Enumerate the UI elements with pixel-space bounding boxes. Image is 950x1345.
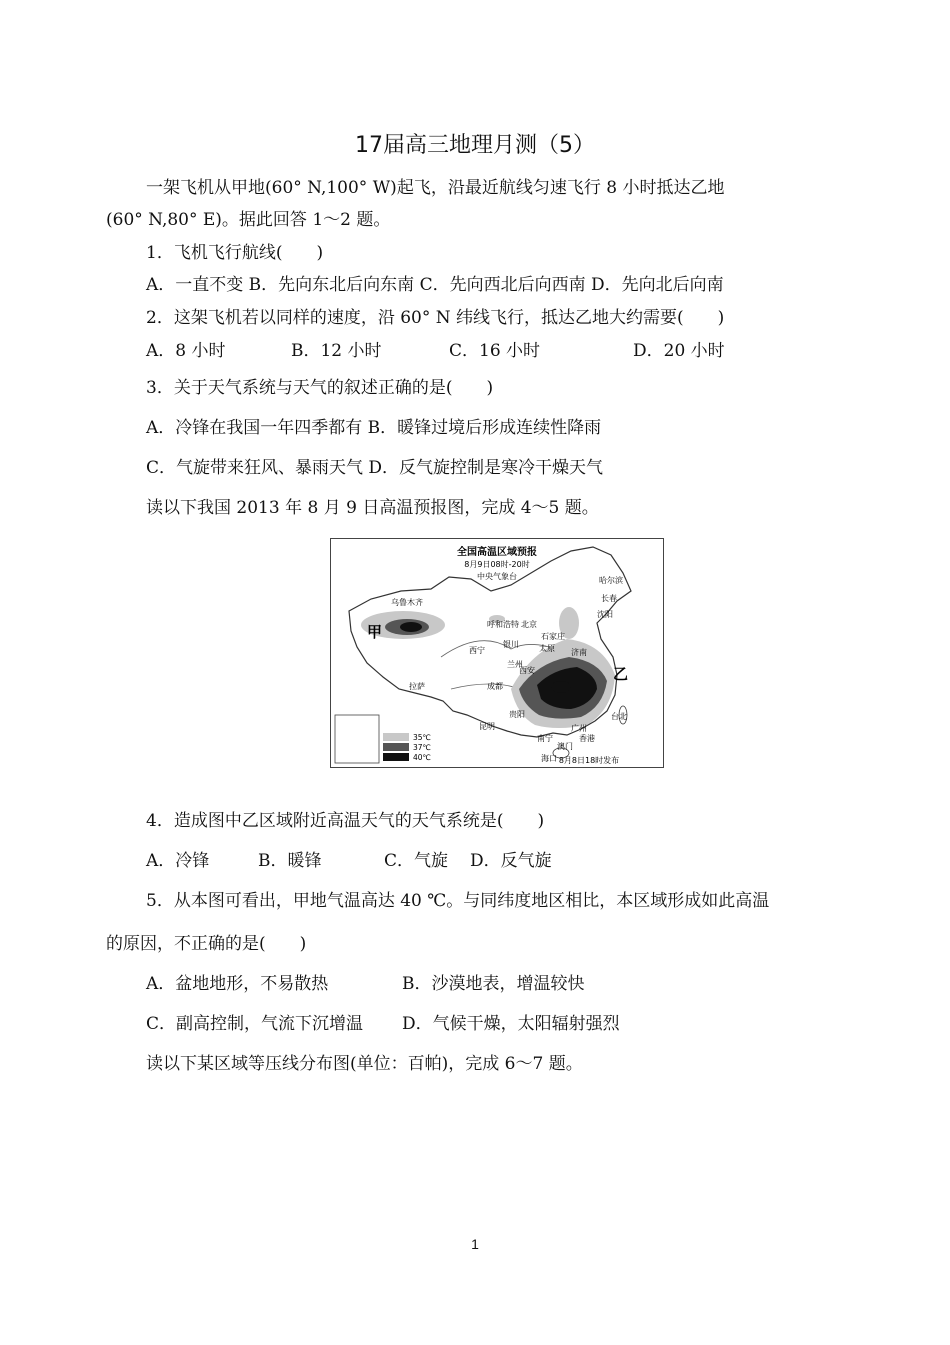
question-1-options: A．一直不变 B．先向东北后向东南 C．先向西北后向西南 D．先向北后向南: [146, 275, 724, 295]
legend-label-40: 40℃: [413, 753, 431, 762]
question-4-option-c: C．气旋: [384, 851, 449, 871]
city-shijiazhuang: 石家庄: [541, 632, 565, 641]
question-3-stem: 3．关于天气系统与天气的叙述正确的是( ): [146, 378, 494, 398]
city-haikou: 海口: [541, 754, 557, 763]
city-guiyang: 贵阳: [509, 710, 525, 719]
city-jinan: 济南: [571, 648, 587, 657]
question-2-option-a: A．8 小时: [146, 341, 226, 361]
city-lanzhou: 兰州: [507, 660, 523, 669]
map-issued-time: 8月8日18时发布: [558, 756, 620, 765]
question-5-stem-line-2: 的原因，不正确的是( ): [106, 934, 307, 954]
city-hongkong: 香港: [579, 734, 595, 743]
city-taiyuan: 太原: [539, 644, 555, 653]
question-2-option-b: B．12 小时: [291, 341, 382, 361]
city-kunming: 昆明: [479, 722, 495, 731]
legend-swatch-37: [383, 743, 409, 751]
question-2-stem: 2．这架飞机若以同样的速度，沿 60° N 纬线飞行，抵达乙地大约需要( ): [146, 308, 725, 328]
legend-swatch-40: [383, 753, 409, 761]
intro-1-line-2: (60° N,80° E)。据此回答 1～2 题。: [106, 210, 391, 230]
city-harbin: 哈尔滨: [599, 576, 623, 585]
legend-label-37: 37℃: [413, 743, 431, 752]
city-hohhot: 呼和浩特: [487, 620, 519, 629]
question-2-option-c: C．16 小时: [449, 341, 541, 361]
city-xining: 西宁: [469, 646, 485, 655]
question-5-stem-line-1: 5．从本图可看出，甲地气温高达 40 ℃。与同纬度地区相比，本区域形成如此高温: [146, 891, 770, 911]
label-jia: 甲: [367, 623, 383, 641]
question-5-option-c: C．副高控制，气流下沉增温: [146, 1014, 364, 1034]
map-subtitle: 8月9日08时-20时: [464, 560, 530, 569]
high-temperature-forecast-map: [330, 538, 664, 768]
city-beijing: 北京: [521, 620, 537, 629]
question-3-options-row-2: C．气旋带来狂风、暴雨天气 D．反气旋控制是寒冷干燥天气: [146, 458, 604, 478]
question-4-option-d: D．反气旋: [470, 851, 552, 871]
city-taibei: 台北: [611, 712, 627, 721]
legend-label-35: 35℃: [413, 733, 431, 742]
question-3-options-row-1: A．冷锋在我国一年四季都有 B．暖锋过境后形成连续性降雨: [146, 418, 602, 438]
south-china-sea-inset: [335, 715, 379, 763]
question-5-option-b: B．沙漠地表，增温较快: [402, 974, 585, 994]
intro-2: 读以下我国 2013 年 8 月 9 日高温预报图，完成 4～5 题。: [146, 498, 599, 518]
question-4-stem: 4．造成图中乙区域附近高温天气的天气系统是( ): [146, 811, 545, 831]
intro-1-line-1: 一架飞机从甲地(60° N,100° W)起飞，沿最近航线匀速飞行 8 小时抵达乙地: [146, 178, 725, 198]
question-5-option-a: A．盆地地形，不易散热: [146, 974, 329, 994]
map-agency: 中央气象台: [477, 572, 517, 581]
city-nanning: 南宁: [537, 734, 553, 743]
question-2-option-d: D．20 小时: [633, 341, 725, 361]
intro-3: 读以下某区域等压线分布图(单位：百帕)，完成 6～7 题。: [146, 1054, 583, 1074]
city-xian: 西安: [519, 666, 535, 675]
question-5-option-d: D．气候干燥，太阳辐射强烈: [402, 1014, 620, 1034]
heat-zone-east-40b: [551, 681, 571, 693]
question-1-stem: 1．飞机飞行航线( ): [146, 243, 324, 263]
city-lhasa: 拉萨: [409, 682, 425, 691]
city-shenyang: 沈阳: [597, 610, 613, 619]
city-changchun: 长春: [601, 594, 617, 603]
city-guangzhou: 广州: [571, 724, 587, 733]
page-title: 17届高三地理月测（5）: [355, 133, 595, 158]
city-urumqi: 乌鲁木齐: [391, 598, 423, 607]
question-4-option-b: B．暖锋: [258, 851, 322, 871]
page-number: 1: [471, 1236, 479, 1252]
map-title: 全国高温区域预报: [457, 547, 537, 558]
city-chengdu: 成都: [487, 682, 503, 691]
label-yi: 乙: [613, 665, 629, 683]
legend-swatch-35: [383, 733, 409, 741]
city-yinchuan: 银川: [503, 640, 519, 649]
question-4-option-a: A．冷锋: [146, 851, 210, 871]
heat-zone-xinjiang-40: [400, 622, 422, 632]
city-macau: 澳门: [557, 742, 573, 751]
